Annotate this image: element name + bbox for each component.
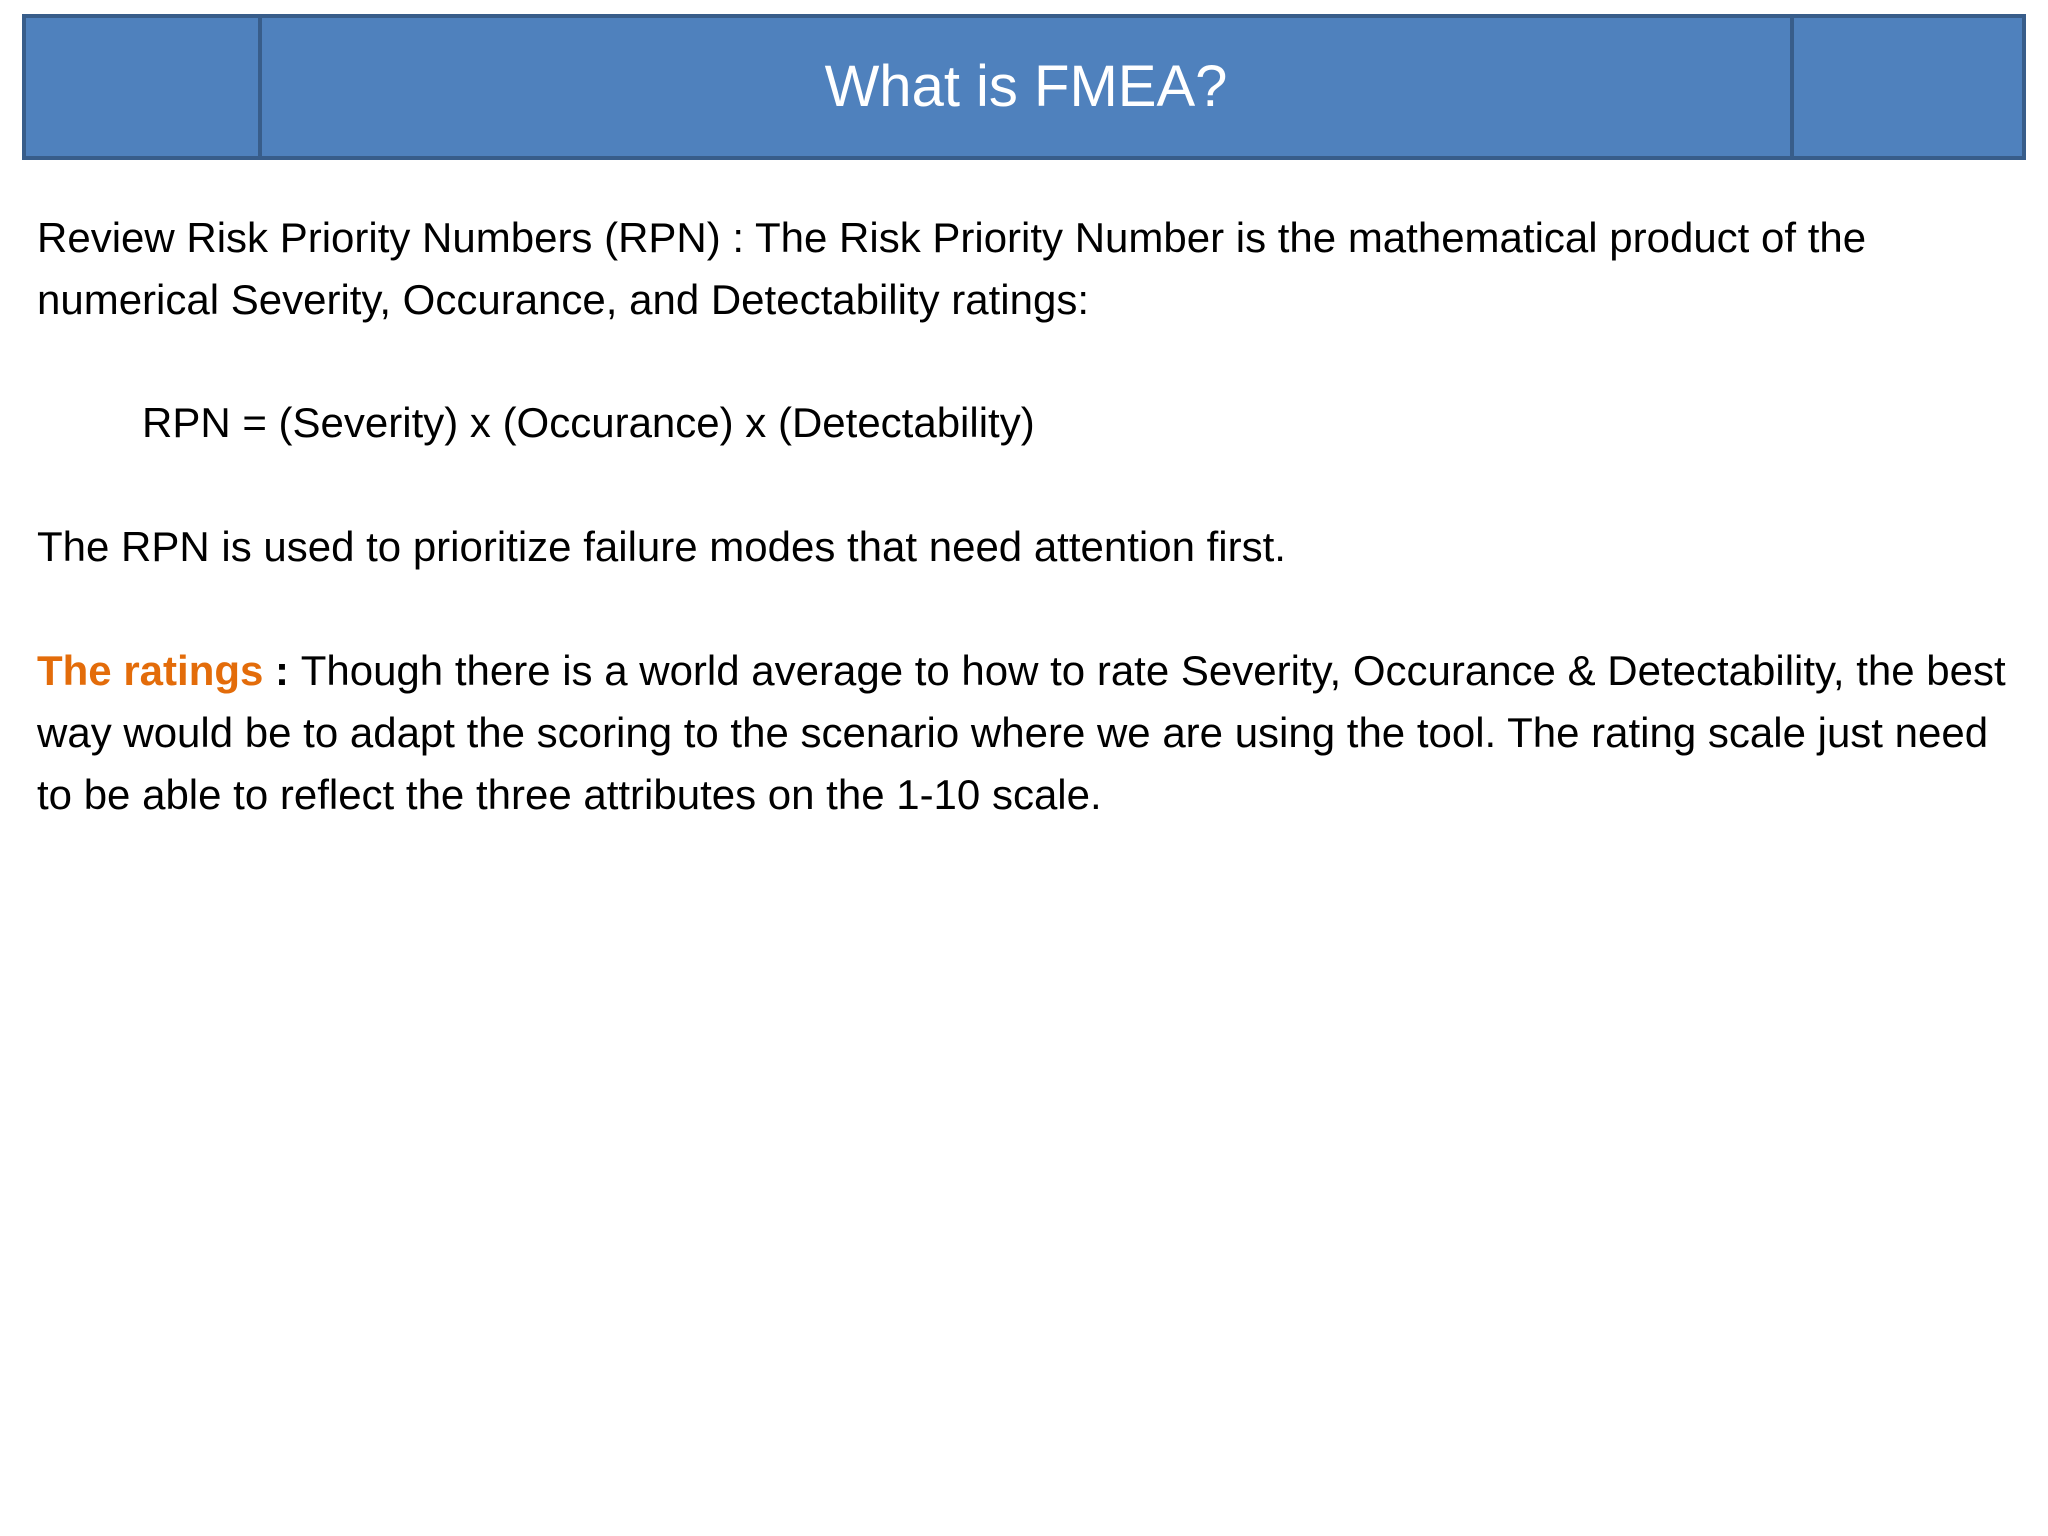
rpn-intro-paragraph: Review Risk Priority Numbers (RPN) : The Risk Priority Number is the mathematical product of the numerical Severity, Occurance, and Detectability ratings: bbox=[37, 214, 1867, 323]
title-bar-left-cell bbox=[26, 18, 262, 156]
title-bar-right-cell bbox=[1794, 18, 2022, 156]
ratings-label: The ratings bbox=[37, 647, 264, 694]
rpn-usage-paragraph: The RPN is used to prioritize failure modes that need attention first. bbox=[37, 523, 1286, 570]
ratings-paragraph bbox=[37, 640, 2017, 826]
title-bar bbox=[22, 14, 2026, 160]
ratings-colon: : bbox=[263, 647, 301, 694]
ratings-text: Though there is a world average to how to rate Severity, Occurance & Detectability, the best way would be to adapt the scoring to the scenario where we are using the tool. The rating scale just need to be able to reflect the three attributes on the 1-10 scale. bbox=[37, 647, 2006, 818]
title-bar-center-cell bbox=[262, 18, 1794, 156]
rpn-formula: RPN = (Severity) x (Occurance) x (Detectability) bbox=[142, 399, 1035, 446]
slide-title: What is FMEA? bbox=[824, 54, 1228, 119]
